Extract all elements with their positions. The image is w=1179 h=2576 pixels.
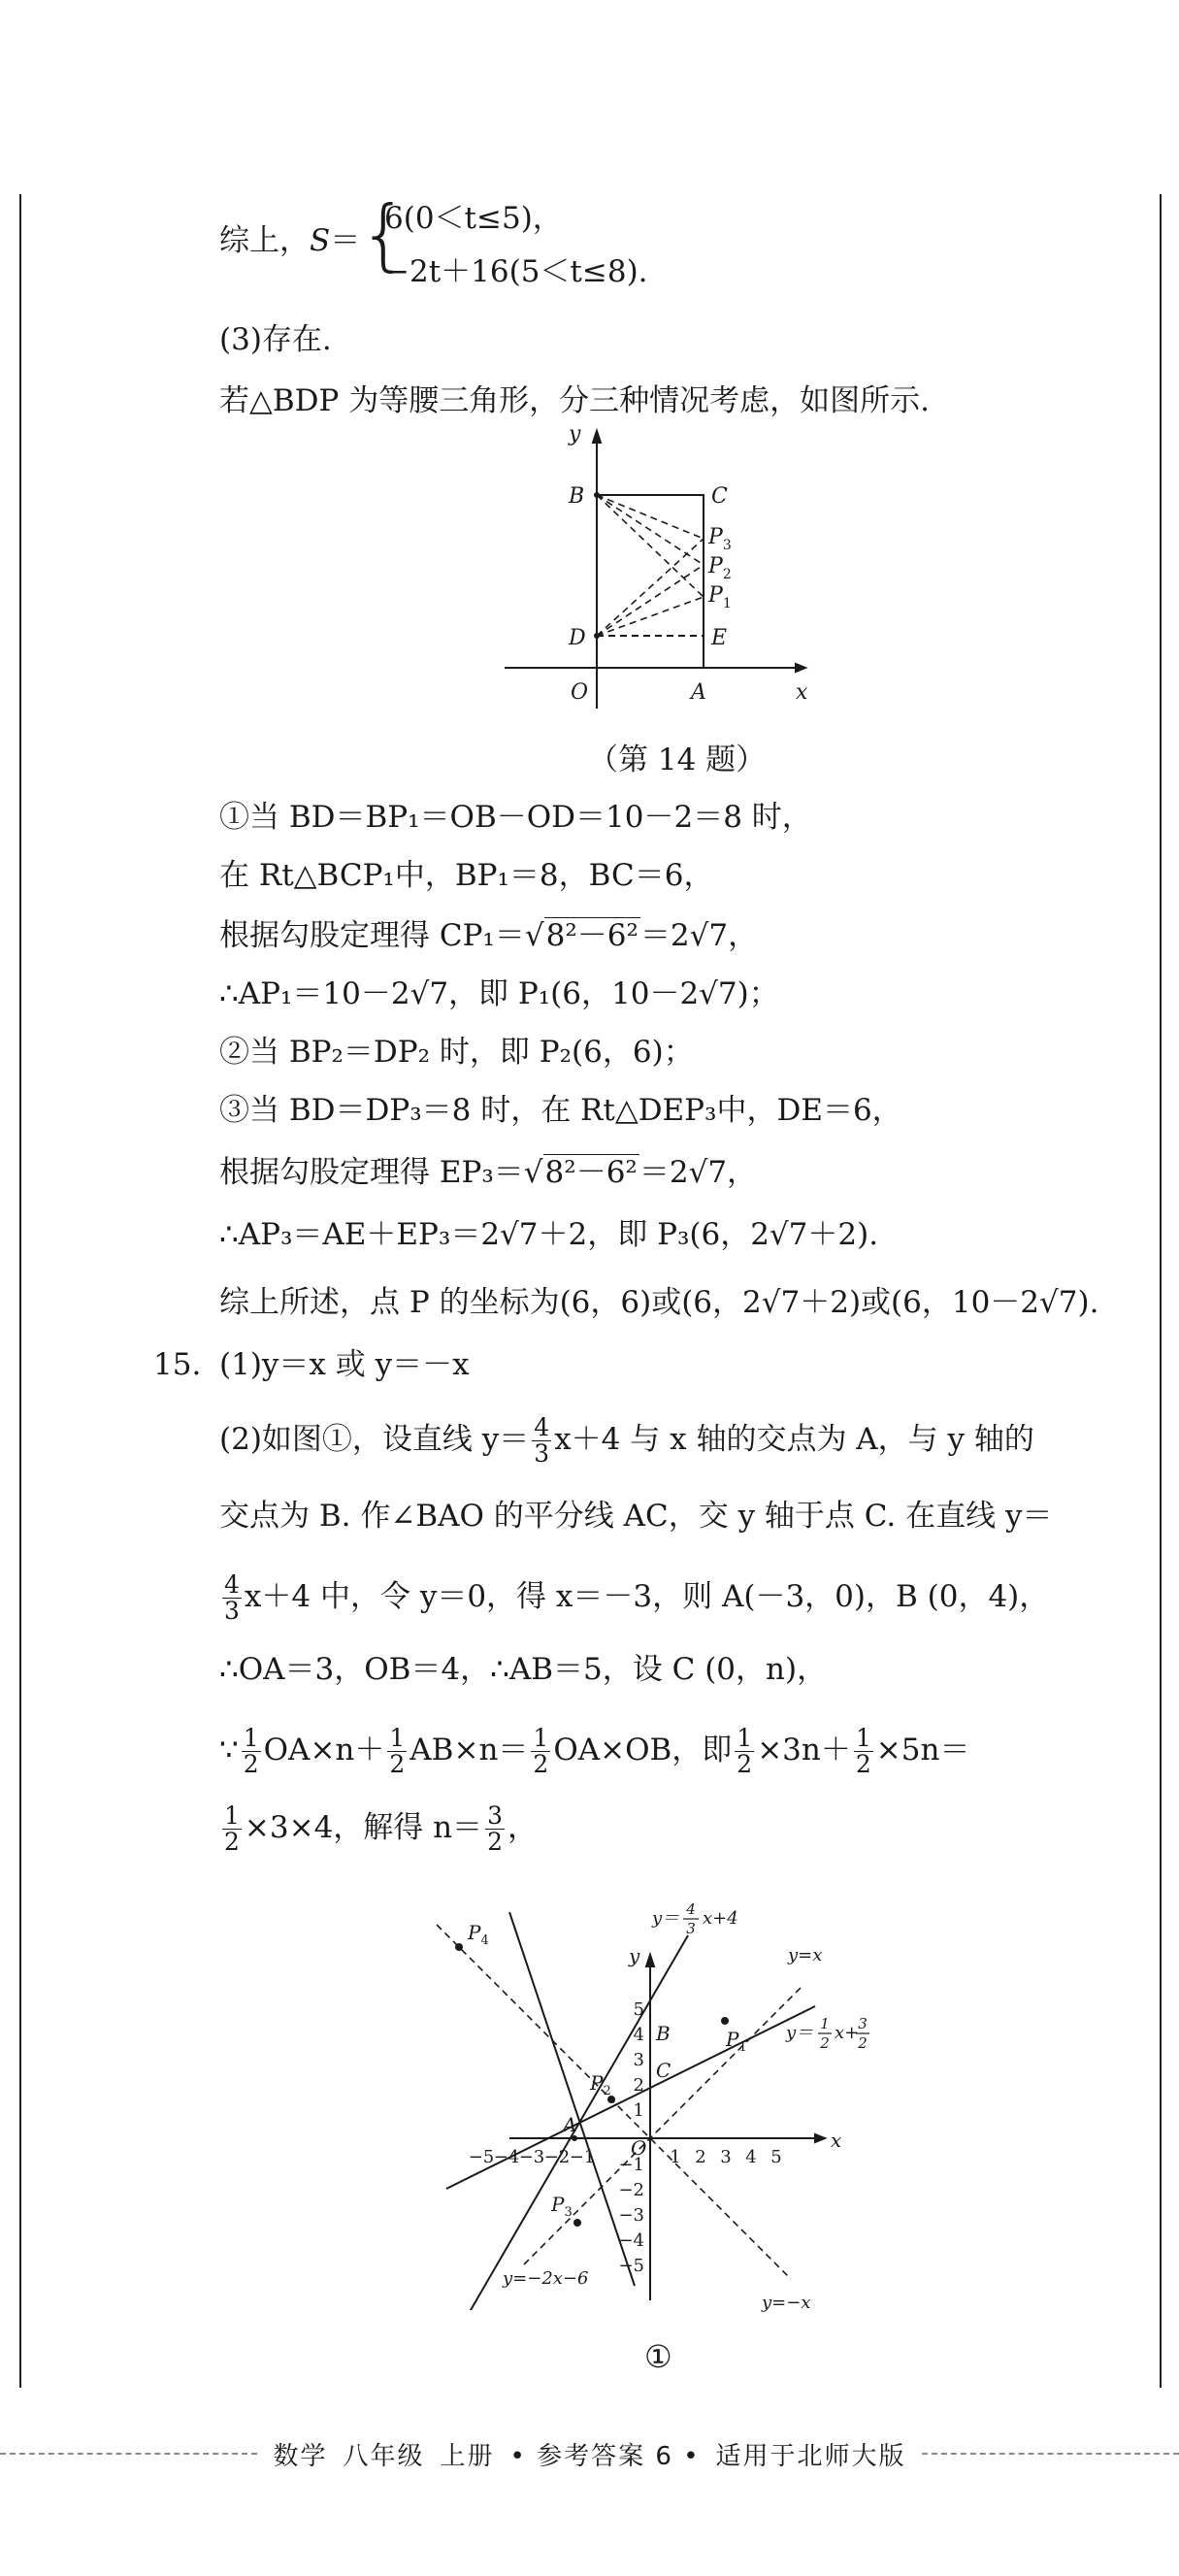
svg-text:3: 3 — [720, 2147, 732, 2167]
svg-text:5: 5 — [770, 2147, 782, 2167]
fig14-x-label: x — [796, 680, 808, 705]
intro-text: 若△BDP 为等腰三角形，分三种情况考虑，如图所示. — [219, 383, 931, 418]
left-margin-rule — [19, 194, 21, 2388]
svg-text:1: 1 — [820, 2015, 830, 2032]
case3-line1: ③当 BD＝DP₃＝8 时，在 Rt△DEP₃中，DE＝6， — [219, 1093, 902, 1128]
svg-text:3: 3 — [858, 2015, 868, 2032]
case1-line2: 在 Rt△BCP₁中，BP₁＝8，BC＝6， — [219, 858, 714, 893]
line3-label: y＝ — [786, 2023, 814, 2043]
svg-text:2: 2 — [633, 2075, 644, 2096]
svg-text:−1: −1 — [569, 2147, 596, 2167]
footer-rule-left — [0, 2453, 257, 2455]
svg-text:−3: −3 — [518, 2147, 545, 2167]
case1-line4: ∴AP₁＝10－2√7，即 P₁(6，10－2√7)； — [219, 976, 779, 1011]
piecewise-case-2: −2t＋16(5＜t≤8). — [384, 254, 648, 289]
footer-rule-right — [922, 2453, 1179, 2455]
line2-label: y=x — [788, 1945, 823, 1965]
q15-part2-line2: 交点为 B. 作∠BAO 的平分线 AC，交 y 轴于点 C. 在直线 y＝ — [219, 1499, 1053, 1534]
svg-text:−2: −2 — [543, 2147, 571, 2167]
svg-text:1: 1 — [633, 2100, 644, 2121]
svg-text:−5: −5 — [618, 2256, 644, 2276]
svg-text:−4: −4 — [618, 2230, 644, 2251]
fig14-label-B: B — [569, 484, 585, 509]
q15-part2-line4: ∴OA＝3，OB＝4，∴AB＝5，设 C (0，n)， — [219, 1652, 828, 1687]
figure-1-caption: ① — [644, 2338, 672, 2375]
fig1-A-label: A — [563, 2113, 577, 2136]
line4-label: y=−2x−6 — [503, 2268, 589, 2289]
svg-text:2: 2 — [858, 2034, 868, 2052]
fig1-P1-label: $P_1$ — [726, 2028, 747, 2055]
fig14-label-D: D — [569, 626, 586, 650]
fig14-label-C: C — [711, 484, 728, 509]
fig14-label-E: E — [711, 626, 728, 650]
svg-text:x+4: x+4 — [703, 1908, 738, 1929]
svg-text:1: 1 — [670, 2147, 681, 2167]
fig1-P4-label: $P_4$ — [468, 1921, 489, 1948]
svg-text:3: 3 — [686, 1920, 696, 1937]
case3-line2: 根据勾股定理得 EP₃＝√8²－6²＝2√7， — [219, 1155, 758, 1190]
fraction-4-3: $\frac{4}{3}$ — [224, 1570, 240, 1625]
fig1-C-label: C — [656, 2059, 671, 2082]
footer-subject: 数学 — [273, 2441, 328, 2471]
svg-text:4: 4 — [686, 1900, 696, 1918]
fig14-label-P1: $P_1$ — [708, 583, 732, 611]
svg-text:−3: −3 — [618, 2205, 644, 2226]
q15-part2-line6: $\frac{1}{2}$ ×3×4，解得 n＝ $\frac{3}{2}$ ， — [224, 1801, 539, 1856]
page-footer — [0, 2434, 1179, 2473]
line5-label: y=−x — [762, 2293, 811, 2313]
line1-label: y＝ — [652, 1908, 680, 1929]
q15-part2-line1: (2)如图①，设直线 y＝ $\frac{4}{3}$ x＋4 与 x 轴的交点为 A，与 y 轴的 — [219, 1413, 1034, 1468]
piecewise-brace: { — [359, 189, 409, 280]
fraction-4-3: $\frac{4}{3}$ — [534, 1413, 550, 1468]
fig1-x-label: x — [831, 2129, 842, 2152]
fig1-P3-label: $P_3$ — [551, 2193, 573, 2220]
summary-s-prefix: 综上，S＝ — [219, 223, 361, 258]
case3-line3: ∴AP₃＝AE＋EP₃＝2√7＋2，即 P₃(6，2√7＋2). — [219, 1217, 879, 1252]
svg-text:4: 4 — [633, 2025, 644, 2045]
fig14-y-label: y — [569, 427, 581, 446]
right-margin-rule — [1160, 194, 1162, 2388]
footer-volume: 上册 — [440, 2441, 495, 2471]
fig1-B-label: B — [656, 2022, 671, 2045]
part3-heading: (3)存在. — [219, 322, 332, 357]
fig14-label-O: O — [571, 680, 589, 705]
svg-text:2: 2 — [695, 2147, 706, 2167]
case2-line: ②当 BP₂＝DP₂ 时，即 P₂(6，6)； — [219, 1035, 694, 1070]
figure-14-caption: （第 14 题） — [588, 743, 767, 777]
svg-text:−1: −1 — [618, 2155, 644, 2175]
q15-part1: (1)y＝x 或 y＝－x — [219, 1347, 470, 1382]
svg-text:−5: −5 — [468, 2147, 495, 2167]
q15-part2-line5: ∵ $\frac{1}{2}$ OA×n＋ $\frac{1}{2}$ AB×n＝ $\frac{1}{2}$ OA×OB，即 $\frac{1}{2}$ ×3n＋ $\frac{1}{2}$ ×5n＝ — [219, 1724, 970, 1778]
fig1-P2-label: $P_2$ — [590, 2071, 611, 2098]
fig14-label-P2: $P_2$ — [708, 554, 732, 582]
q15-part2-line3: $\frac{4}{3}$ x＋4 中，令 y＝0，得 x＝－3，则 A(－3，0)，B (0，4)， — [224, 1570, 1050, 1625]
fig1-O-label: O — [631, 2136, 647, 2160]
figure-1-graph — [417, 1893, 932, 2329]
summary-line: 综上所述，点 P 的坐标为(6，6)或(6，2√7＋2)或(6，10－2√7). — [219, 1285, 1099, 1320]
footer-answers: • 参考答案 6 • — [509, 2441, 701, 2471]
figure-14 — [505, 427, 815, 718]
case1-line3: 根据勾股定理得 CP₁＝√8²－6²＝2√7， — [219, 918, 759, 953]
fig14-label-A: A — [691, 680, 706, 705]
svg-text:−4: −4 — [493, 2147, 520, 2167]
footer-edition: 适用于北师大版 — [715, 2441, 906, 2471]
question-15-number: 15. — [153, 1347, 202, 1382]
svg-text:−2: −2 — [618, 2180, 644, 2200]
svg-text:4: 4 — [745, 2147, 757, 2167]
footer-grade: 八年级 — [343, 2441, 425, 2471]
svg-text:3: 3 — [633, 2050, 644, 2070]
piecewise-case-1: 6(0＜t≤5)， — [384, 201, 563, 236]
svg-text:x+: x+ — [835, 2023, 860, 2043]
fig1-y-label: y — [629, 1944, 640, 1967]
svg-text:5: 5 — [633, 1999, 644, 2020]
fig14-label-P3: $P_3$ — [708, 525, 732, 553]
svg-text:2: 2 — [820, 2034, 830, 2052]
case1-line1: ①当 BD＝BP₁＝OB－OD＝10－2＝8 时， — [219, 800, 812, 835]
